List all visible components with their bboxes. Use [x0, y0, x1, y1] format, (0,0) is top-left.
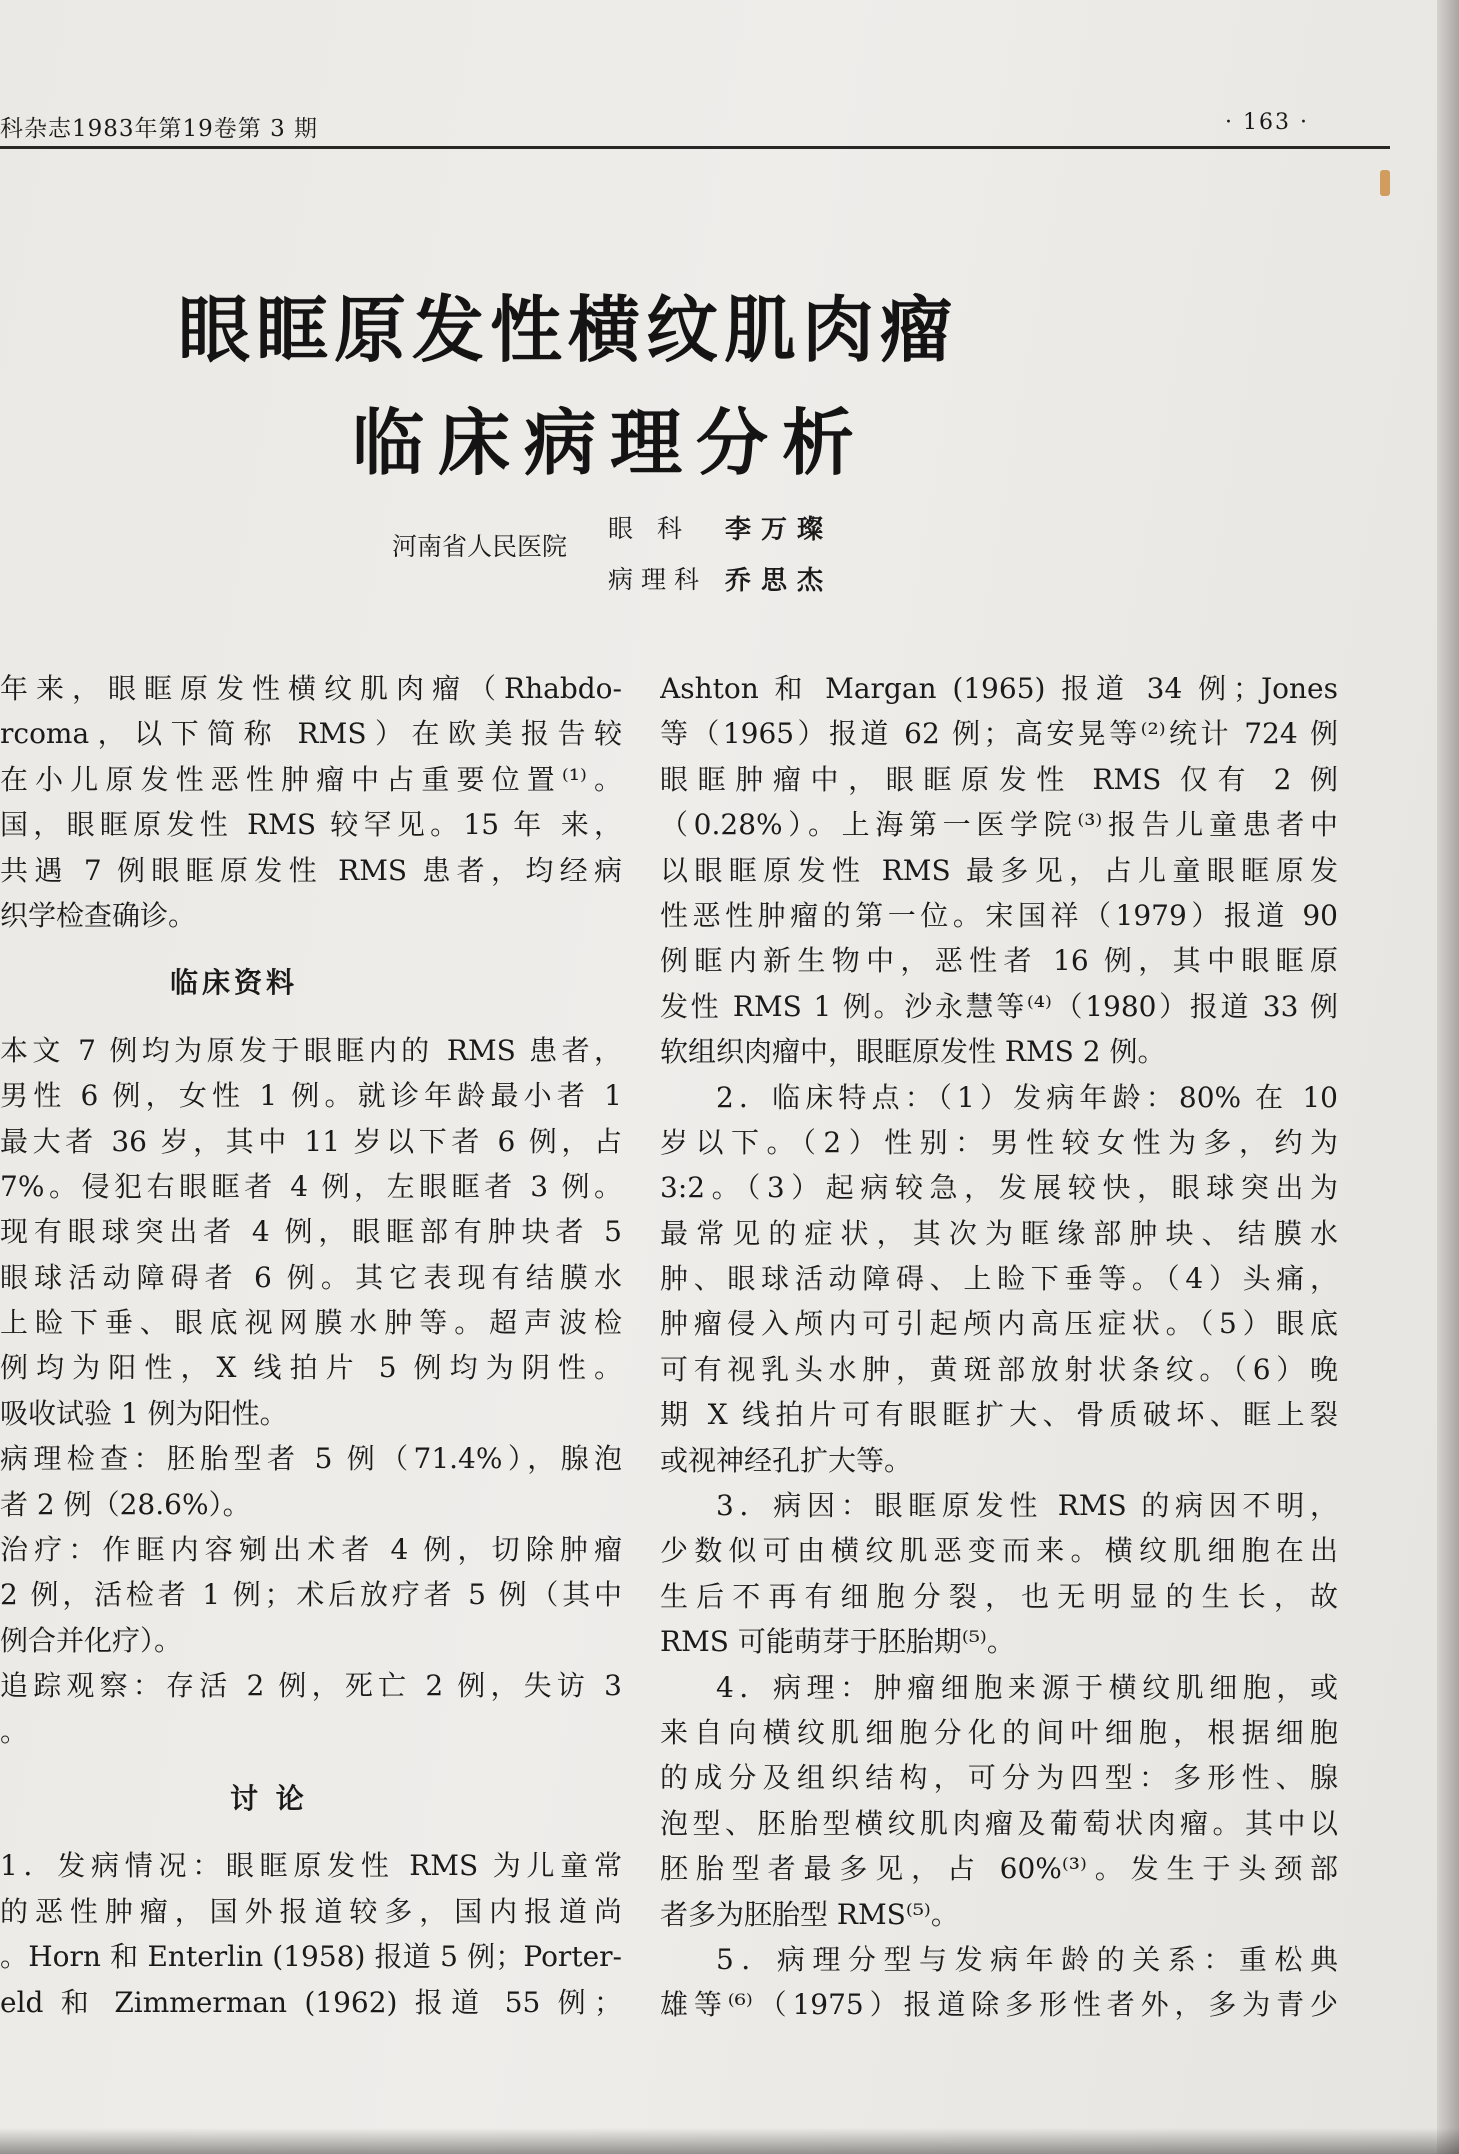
right-column-text-line: 5．病理分型与发病年龄的关系：重松典: [716, 1942, 1338, 1976]
right-column-text-line: 性恶性肿瘤的第一位。宋国祥（1979）报道 90: [660, 898, 1338, 932]
left-column-text-line: eld 和 Zimmerman (1962) 报道 55 例；: [0, 1985, 622, 2019]
left-column-text-line: 在小儿原发性恶性肿瘤中占重要位置⁽¹⁾。: [0, 762, 622, 796]
right-column-text-line: （0.28%）。上海第一医学院⁽³⁾报告儿童患者中: [660, 808, 1338, 842]
right-column-text-line: 眼眶肿瘤中，眼眶原发性 RMS 仅有 2 例: [660, 762, 1338, 796]
left-column-spacer: [0, 1821, 622, 1843]
left-column-text-line: 7%。侵犯右眼眶者 4 例，左眼眶者 3 例。: [0, 1169, 622, 1203]
right-column-text-line: 软组织肉瘤中，眼眶原发性 RMS 2 例。: [660, 1035, 1166, 1069]
left-column-text-line: 上睑下垂、眼底视网膜水肿等。超声波检: [0, 1306, 622, 1340]
right-column-text-line: 3．病因：眼眶原发性 RMS 的病因不明，: [716, 1489, 1338, 1523]
right-column-text-line: 者多为胚胎型 RMS⁽⁵⁾。: [660, 1897, 959, 1931]
left-column-text-line: 例均为阳性，X 线拍片 5 例均为阴性。: [0, 1351, 622, 1385]
right-column-text-line: 发性 RMS 1 例。沙永慧等⁽⁴⁾（1980）报道 33 例: [660, 989, 1338, 1023]
left-column-text-line: 治疗：作眶内容剜出术者 4 例，切除肿瘤: [0, 1533, 622, 1567]
left-column-text-line: 现有眼球突出者 4 例，眼眶部有肿块者 5: [0, 1215, 622, 1249]
author-name-2: 乔思杰: [725, 566, 834, 596]
left-column-text-line: 。Horn 和 Enterlin (1958) 报道 5 例；Porter-: [0, 1940, 622, 1974]
left-column-text-line: rcoma，以下简称 RMS）在欧美报告较: [0, 717, 622, 751]
section-heading: 讨 论: [230, 1781, 308, 1815]
left-column-text-line: 共遇 7 例眼眶原发性 RMS 患者，均经病: [0, 853, 622, 887]
right-column-text-line: Ashton 和 Margan (1965) 报道 34 例；Jones: [660, 672, 1338, 705]
article-title-line2: 临床病理分析: [352, 401, 869, 485]
left-column-text-line: 1．发病情况：眼眶原发性 RMS 为儿童常: [0, 1849, 622, 1883]
left-column-text-line: 眼球活动障碍者 6 例。其它表现有结膜水: [0, 1260, 622, 1294]
right-column-text-line: 2．临床特点：（1）发病年龄：80% 在 10: [716, 1080, 1338, 1114]
right-column-text-line: 泡型、胚胎型横纹肌肉瘤及葡萄状肉瘤。其中以: [660, 1806, 1338, 1840]
section-heading: 临床资料: [170, 966, 299, 1000]
left-column-text-line: 男性 6 例，女性 1 例。就诊年龄最小者 1: [0, 1079, 622, 1113]
right-column-text-line: 雄等⁽⁶⁾（1975）报道除多形性者外，多为青少: [660, 1988, 1338, 2022]
author-name-1: 李万璨: [725, 515, 834, 545]
page-edge-shadow: [1437, 0, 1459, 2154]
left-column-text-line: 。: [0, 1714, 29, 1748]
left-column-spacer: [0, 1006, 622, 1028]
right-column-text-line: 或视神经孔扩大等。: [660, 1443, 913, 1477]
right-column-text-line: 胚胎型者最多见，占 60%⁽³⁾。发生于头颈部: [660, 1852, 1338, 1886]
left-column-spacer: [0, 938, 622, 960]
left-column-text-line: 者 2 例（28.6%）。: [0, 1487, 251, 1521]
left-column: [0, 666, 622, 2025]
left-column-text-line: 追踪观察：存活 2 例，死亡 2 例，失访 3: [0, 1669, 622, 1703]
affiliation: 河南省人民医院: [392, 532, 568, 561]
left-column-text-line: 2 例，活检者 1 例；术后放疗者 5 例（其中: [0, 1578, 622, 1612]
right-column-text-line: 肿、眼球活动障碍、上睑下垂等。（4）头痛，: [660, 1262, 1338, 1296]
right-column-text-line: 岁以下。（2）性别：男性较女性为多，约为: [660, 1125, 1338, 1159]
right-column-text-line: 生后不再有细胞分裂，也无明显的生长，故: [660, 1579, 1338, 1613]
left-column-spacer: [0, 1754, 622, 1776]
left-column-text-line: 吸收试验 1 例为阳性。: [0, 1396, 288, 1430]
left-column-text-line: 年来，眼眶原发性横纹肌肉瘤（Rhabdo-: [0, 672, 622, 705]
right-column: [660, 666, 1338, 2028]
right-column-text-line: 来自向横纹肌细胞分化的间叶细胞，根据细胞: [660, 1715, 1338, 1749]
right-column-text-line: RMS 可能萌芽于胚胎期⁽⁵⁾。: [660, 1625, 1015, 1659]
right-column-text-line: 少数似可由横纹肌恶变而来。横纹肌细胞在出: [660, 1534, 1338, 1568]
right-column-text-line: 以眼眶原发性 RMS 最多见，占儿童眼眶原发: [660, 853, 1338, 887]
left-column-text-line: 例合并化疗）。: [0, 1623, 183, 1657]
right-column-text-line: 4．病理：肿瘤细胞来源于横纹肌细胞，或: [716, 1670, 1338, 1704]
right-column-text-line: 肿瘤侵入颅内可引起颅内高压症状。（5）眼底: [660, 1307, 1338, 1341]
right-column-text-line: 3:2。（3）起病较急，发展较快，眼球突出为: [660, 1171, 1338, 1205]
left-column-text-line: 最大者 36 岁，其中 11 岁以下者 6 例，占: [0, 1124, 622, 1158]
header-rule: [0, 146, 1390, 149]
right-column-text-line: 可有视乳头水肿，黄斑部放射状条纹。（6）晚: [660, 1352, 1338, 1386]
right-column-text-line: 等（1965）报道 62 例；高安晃等⁽²⁾统计 724 例: [660, 717, 1338, 751]
left-column-text-line: 本文 7 例均为原发于眼眶内的 RMS 患者，: [0, 1033, 622, 1067]
author-dept-2: 病理科: [608, 565, 708, 594]
left-column-text-line: 织学检查确诊。: [0, 898, 197, 932]
right-column-text-line: 的成分及组织结构，可分为四型：多形性、腺: [660, 1761, 1338, 1795]
bottom-shadow: [0, 2128, 1459, 2154]
left-column-text-line: 病理检查：胚胎型者 5 例（71.4%），腺泡: [0, 1442, 622, 1476]
running-head: 科杂志1983年第19卷第 3 期: [0, 116, 319, 142]
left-column-text-line: 的恶性肿瘤，国外报道较多，国内报道尚: [0, 1894, 622, 1928]
author-dept-1: 眼 科: [608, 514, 690, 543]
article-title-line1: 眼眶原发性横纹肌肉瘤: [178, 288, 959, 372]
ink-mark: [1380, 170, 1390, 196]
right-column-text-line: 例眶内新生物中，恶性者 16 例，其中眼眶原: [660, 944, 1338, 978]
right-column-text-line: 期 X 线拍片可有眼眶扩大、骨质破坏、眶上裂: [660, 1398, 1338, 1432]
left-column-text-line: 国，眼眶原发性 RMS 较罕见。15 年 来，: [0, 808, 622, 842]
page-number: · 163 ·: [1225, 110, 1309, 135]
right-column-text-line: 最常见的症状，其次为眶缘部肿块、结膜水: [660, 1216, 1338, 1250]
